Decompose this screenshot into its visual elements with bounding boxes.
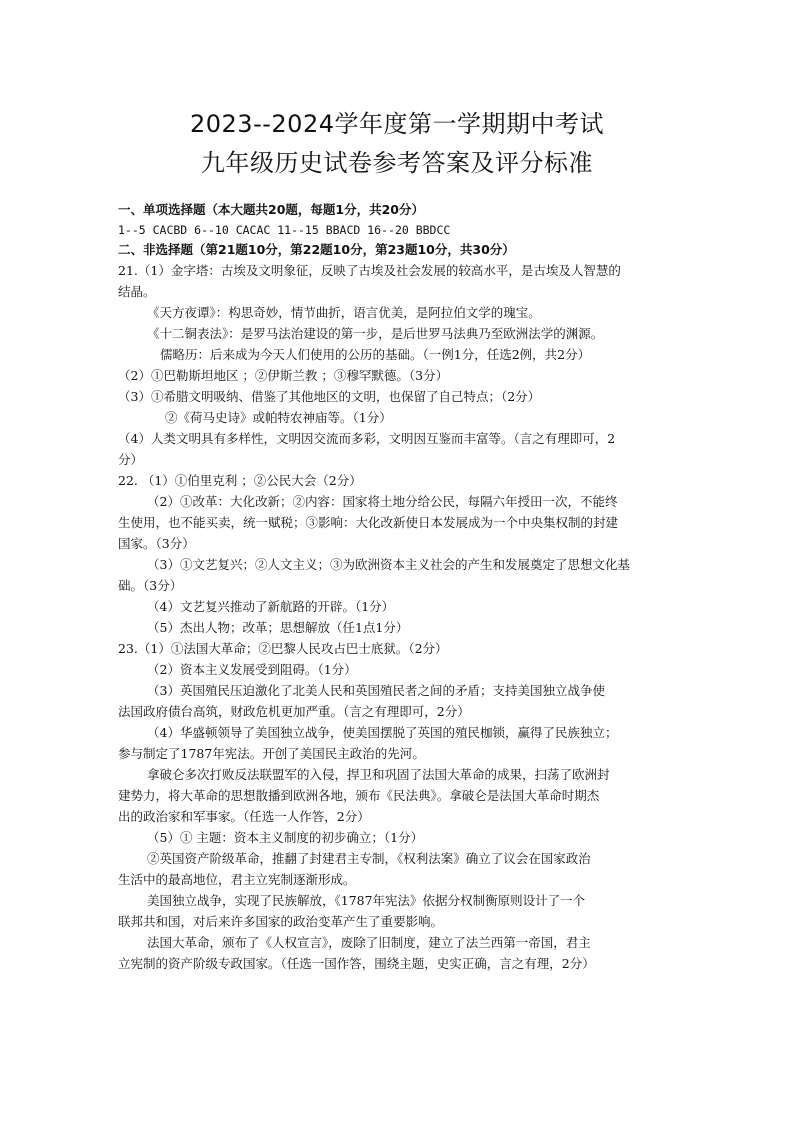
answer-line: （4）人类文明具有多样性，文明因交流而多彩，文明因互鉴而丰富等。（言之有理即可，2 xyxy=(118,431,616,446)
answer-line: （5）① 主题：资本主义制度的初步确立；（1分） xyxy=(147,830,424,845)
answer-line: 《十二铜表法》：是罗马法治建设的第一步，是后世罗马法典乃至欧洲法学的渊源。 xyxy=(147,326,604,341)
answer-line: （2）①巴勒斯坦地区 ；②伊斯兰教 ；③穆罕默德。（3分） xyxy=(118,368,449,383)
answer-line: ②《荷马史诗》或帕特农神庙等。（1分） xyxy=(165,410,392,425)
answer-line: 结晶。 xyxy=(118,284,156,299)
answer-line: 础。（3分） xyxy=(118,578,183,593)
answer-line: （4）文艺复兴推动了新航路的开辟。（1分） xyxy=(147,599,395,614)
exam-title: 2023--2024学年度第一学期期中考试 xyxy=(190,110,604,138)
answer-line: 参与制定了1787年宪法。开创了美国民主政治的先河。 xyxy=(118,746,425,761)
answer-line: 22. （1）①伯里克利 ；②公民大会（2分） xyxy=(118,473,362,488)
answer-line: 法国大革命，颁布了《人权宣言》，废除了旧制度，建立了法兰西第一帝国，君主 xyxy=(147,935,591,950)
answer-line: （3）①文艺复兴；②人文主义；③为欧洲资本主义社会的产生和发展奠定了思想文化基 xyxy=(147,557,630,572)
answer-line: 出的政治家和军事家。（任选一人作答，2分） xyxy=(118,809,370,824)
answer-line: 分） xyxy=(118,452,144,467)
answer-line: 21.（1）金字塔：古埃及文明象征，反映了古埃及社会发展的较高水平，是古埃及人智慧的 xyxy=(118,263,621,278)
answer-line: 23.（1）①法国大革命；②巴黎人民攻占巴士底狱。（2分） xyxy=(118,641,448,656)
choice-answers: 1--5 CACBD 6--10 CACAC 11--15 BBACD 16--20 BBDCC xyxy=(118,223,451,237)
answer-line: 联邦共和国，对后来许多国家的政治变革产生了重要影响。 xyxy=(118,914,444,929)
answer-line: 生活中的最高地位，君主立宪制逐渐形成。 xyxy=(118,872,356,887)
exam-subtitle: 九年级历史试卷参考答案及评分标准 xyxy=(201,149,593,177)
answer-line: 拿破仑多次打败反法联盟军的入侵，捍卫和巩固了法国大革命的成果，扫荡了欧洲封 xyxy=(147,767,610,782)
answer-line: （2）①改革：大化改新；②内容：国家将土地分给公民，每隔六年授田一次，不能终 xyxy=(147,494,618,509)
section-heading: 一、单项选择题（本大题共20题，每题1分，共20分） xyxy=(118,202,424,217)
answer-line: （3）英国殖民压迫激化了北美人民和英国殖民者之间的矛盾；支持美国独立战争使 xyxy=(147,683,605,698)
answer-line: 生使用，也不能买卖，统一赋税；③影响：大化改新使日本发展成为一个中央集权制的封建 xyxy=(118,515,619,530)
answer-line: （2）资本主义发展受到阻碍。（1分） xyxy=(147,662,357,677)
answer-line: （3）①希腊文明吸纳、借鉴了其他地区的文明，也保留了自己特点；（2分） xyxy=(118,389,541,404)
answer-line: ②英国资产阶级革命，推翻了封建君主专制，《权利法案》确立了议会在国家政治 xyxy=(147,851,591,866)
section-heading: 二、非选择题（第21题10分，第22题10分，第23题10分，共30分） xyxy=(118,242,515,257)
answer-line: 国家。（3分） xyxy=(118,536,195,551)
answer-line: 法国政府债台高筑，财政危机更加严重。（言之有理即可，2分） xyxy=(118,704,470,719)
answer-line: （4）华盛顿领导了美国独立战争，使美国摆脱了英国的殖民枷锁，赢得了民族独立； xyxy=(147,725,618,740)
answer-line: 儒略历：后来成为今天人们使用的公历的基础。（一例1分，任选2例，共2分） xyxy=(160,347,591,362)
answer-line: 《天方夜谭》：构思奇妙，情节曲折，语言优美，是阿拉伯文学的瑰宝。 xyxy=(147,305,541,320)
answer-line: 建势力，将大革命的思想散播到欧洲各地，颁布《民法典》。拿破仑是法国大革命时期杰 xyxy=(118,788,600,803)
answer-line: 美国独立战争，实现了民族解放，《1787年宪法》依据分权制衡原则设计了一个 xyxy=(147,893,586,908)
answer-line: 立宪制的资产阶级专政国家。（任选一国作答，围绕主题，史实正确，言之有理，2分） xyxy=(118,956,595,971)
answer-line: （5）杰出人物；改革；思想解放（任1点1分） xyxy=(147,620,409,635)
